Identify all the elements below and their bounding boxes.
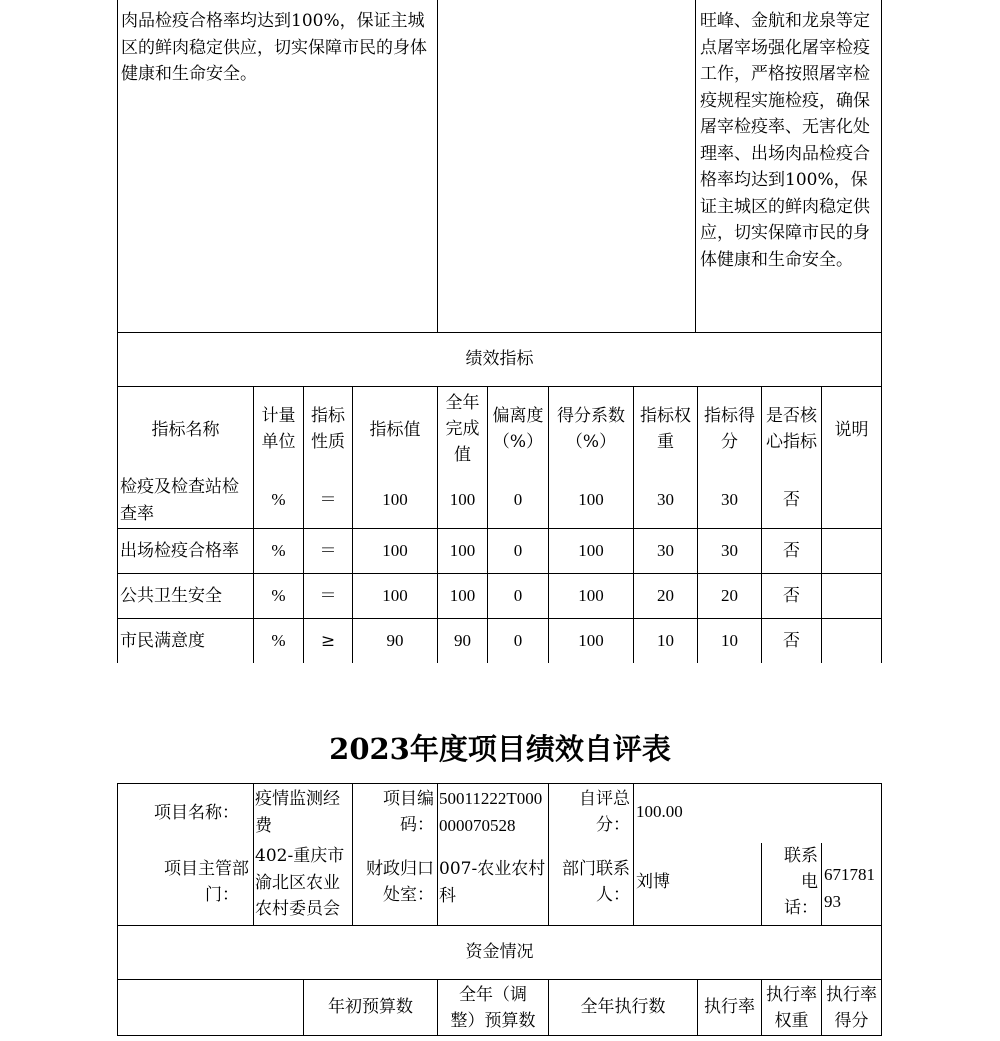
header-nature-1: 指标 xyxy=(311,406,345,426)
contact-label-1: 部门联系 xyxy=(562,859,630,879)
row-nature: ＝ xyxy=(319,541,337,561)
rule xyxy=(881,783,882,1036)
row-name: 公共卫生安全 xyxy=(120,586,222,606)
fund-header-rate-score-2: 得分 xyxy=(834,1011,869,1031)
row-deviation: 0 xyxy=(513,541,523,560)
header-unit-2: 单位 xyxy=(261,432,296,452)
row-unit: % xyxy=(271,631,286,650)
row-weight: 20 xyxy=(657,586,674,605)
rule xyxy=(117,0,118,663)
row-nature: ≥ xyxy=(320,631,336,651)
header-score-1: 指标得 xyxy=(704,406,755,426)
row-weight: 30 xyxy=(657,541,674,560)
dept-value: 402-重庆市渝北区农业农村委员会 xyxy=(255,846,345,919)
phone-value: 67178193 xyxy=(824,865,875,911)
fund-header-rate-score-1: 执行率 xyxy=(826,985,877,1005)
phone-label-1: 联系 xyxy=(784,846,818,866)
completion-text: 旺峰、金航和龙泉等定点屠宰场强化屠宰检疫工作，严格按照屠宰检疫规程实施检疫，确保屠宰检疫率、无害化处理率、出场肉品检疫合格率均达到100%，保证主城区的鲜肉稳定供应，切实保障市民的身体健康和生命安全。 xyxy=(700,11,870,270)
fund-header-rate-weight-1: 执行率 xyxy=(766,985,817,1005)
phone-label-3: 话： xyxy=(784,898,818,918)
rule xyxy=(117,979,882,980)
rule xyxy=(437,783,438,926)
row-core: 否 xyxy=(783,541,800,561)
header-done-3: 值 xyxy=(454,445,471,465)
row-coef: 100 xyxy=(578,586,604,605)
row-value: 100 xyxy=(382,586,408,605)
header-core-1: 是否核 xyxy=(766,406,817,426)
rule xyxy=(881,0,882,663)
row-value: 90 xyxy=(386,631,404,650)
project-name-label: 项目名称： xyxy=(154,803,239,823)
rule xyxy=(695,0,696,333)
header-done-2: 完成 xyxy=(445,419,480,439)
rule xyxy=(117,618,882,619)
row-done: 100 xyxy=(449,586,476,605)
rule xyxy=(633,783,634,926)
rule xyxy=(117,783,882,784)
finance-label-1: 财政归口 xyxy=(366,859,434,879)
header-note: 说明 xyxy=(834,420,869,440)
row-deviation: 0 xyxy=(513,586,523,605)
row-deviation: 0 xyxy=(513,490,523,509)
fund-header-executed: 全年执行数 xyxy=(580,997,666,1017)
row-coef: 100 xyxy=(578,541,604,560)
row-done: 100 xyxy=(449,490,476,509)
self-eval-value: 100.00 xyxy=(636,802,683,821)
fund-header-adjusted-2: 整）预算数 xyxy=(450,1011,536,1031)
rule xyxy=(117,528,882,529)
header-nature-2: 性质 xyxy=(311,432,345,452)
header-weight-1: 指标权 xyxy=(640,406,691,426)
self-eval-label-1: 自评总 xyxy=(579,789,630,809)
rule xyxy=(117,573,882,574)
project-name-value: 疫情监测经费 xyxy=(255,789,340,836)
rule xyxy=(117,1035,882,1036)
row-weight: 30 xyxy=(657,490,674,509)
header-weight-2: 重 xyxy=(657,432,674,452)
dept-label-2: 门： xyxy=(205,885,239,905)
row-core: 否 xyxy=(783,490,800,510)
fund-header-adjusted-1: 全年（调 xyxy=(459,985,527,1005)
row-done: 100 xyxy=(449,541,476,560)
rule xyxy=(821,843,822,926)
row-core: 否 xyxy=(783,631,800,651)
row-core: 否 xyxy=(783,586,800,606)
project-code-label-1: 项目编 xyxy=(383,789,434,809)
header-score-2: 分 xyxy=(721,432,738,452)
row-unit: % xyxy=(271,541,286,560)
header-deviation-2: （%） xyxy=(492,432,544,452)
contact-label-2: 人： xyxy=(596,885,630,905)
header-value: 指标值 xyxy=(369,420,421,440)
phone-label-2: 电 xyxy=(801,872,818,892)
row-done: 90 xyxy=(454,631,471,650)
funds-title: 资金情况 xyxy=(465,942,534,962)
row-score: 30 xyxy=(721,541,738,560)
row-name: 市民满意度 xyxy=(120,631,205,651)
rule xyxy=(253,783,254,926)
header-core-2: 心指标 xyxy=(766,432,817,452)
rule xyxy=(117,386,882,387)
project-code-label-2: 码： xyxy=(400,815,434,835)
header-done-1: 全年 xyxy=(445,393,480,413)
page-title: 2023年度项目绩效自评表 xyxy=(329,732,671,766)
row-coef: 100 xyxy=(578,631,604,650)
rule xyxy=(117,925,882,926)
finance-value: 007-农业农村科 xyxy=(439,859,546,906)
rule xyxy=(437,0,438,333)
row-name: 检疫及检查站检查率 xyxy=(120,477,239,524)
row-nature: ＝ xyxy=(319,586,337,606)
row-score: 10 xyxy=(721,631,738,650)
row-value: 100 xyxy=(382,541,408,560)
row-nature: ＝ xyxy=(319,490,337,510)
fund-header-initial: 年初预算数 xyxy=(328,997,413,1017)
header-deviation-1: 偏离度 xyxy=(492,406,544,426)
row-weight: 10 xyxy=(657,631,674,650)
row-name: 出场检疫合格率 xyxy=(120,541,239,561)
goal-text: 肉品检疫合格率均达到100%，保证主城区的鲜肉稳定供应，切实保障市民的身体健康和生命安全。 xyxy=(121,11,427,84)
row-unit: % xyxy=(271,490,286,509)
project-code-value: 50011222T000000070528 xyxy=(439,789,543,835)
row-score: 20 xyxy=(721,586,738,605)
rule xyxy=(117,332,882,333)
self-eval-label-2: 分： xyxy=(596,815,630,835)
contact-value: 刘博 xyxy=(636,872,670,892)
row-coef: 100 xyxy=(578,490,604,509)
row-unit: % xyxy=(271,586,286,605)
header-coef-2: （%） xyxy=(565,432,617,452)
row-value: 100 xyxy=(382,490,408,509)
dept-label-1: 项目主管部 xyxy=(164,859,249,879)
header-name: 指标名称 xyxy=(151,420,220,440)
section-title-indicators: 绩效指标 xyxy=(465,349,534,369)
header-coef-1: 得分系数 xyxy=(557,406,625,426)
finance-label-2: 处室： xyxy=(383,885,434,905)
row-deviation: 0 xyxy=(513,631,523,650)
row-score: 30 xyxy=(721,490,738,509)
fund-header-rate-weight-2: 权重 xyxy=(774,1011,809,1031)
fund-header-rate: 执行率 xyxy=(704,997,755,1017)
header-unit-1: 计量 xyxy=(261,406,296,426)
